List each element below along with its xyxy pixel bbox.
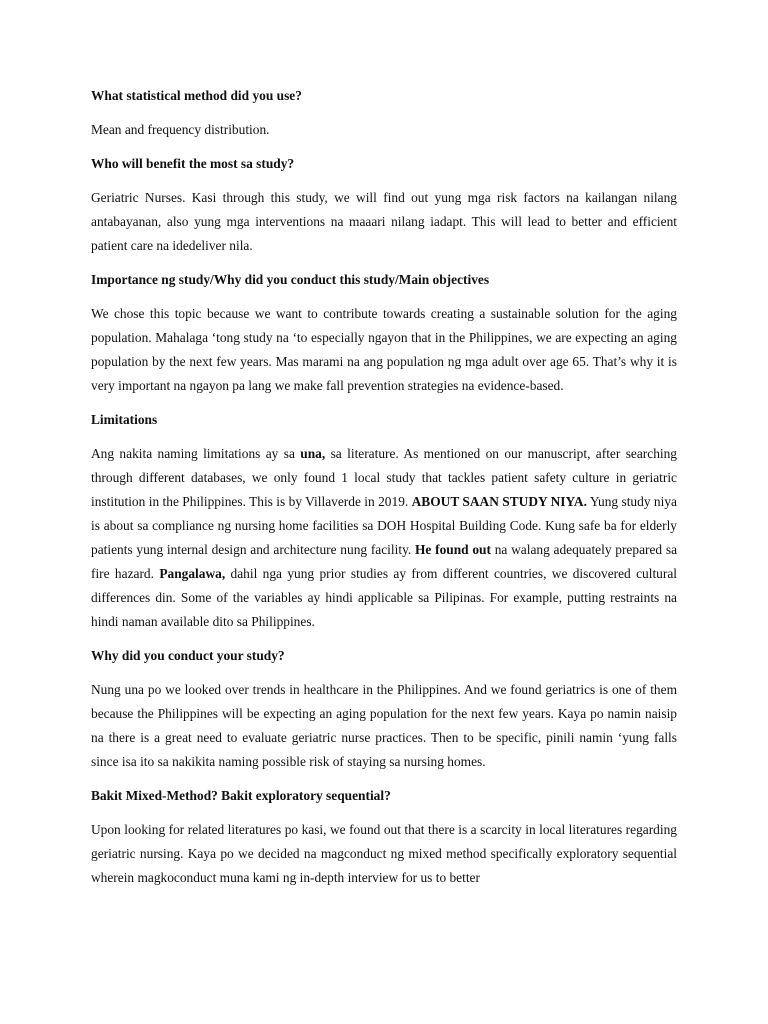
answer-paragraph: Geriatric Nurses. Kasi through this study, we will find out yung mga risk factors na kailangan nilang antabayanan, also yung mga interventions na maaari nilang iadapt. This will lead to better and efficient patient care na idedeliver nila. bbox=[91, 190, 677, 253]
bold-run: ABOUT SAAN STUDY NIYA. bbox=[411, 494, 587, 509]
answer-paragraph: Upon looking for related literatures po kasi, we found out that there is a scarcity in local literatures regarding geriatric nursing. Kaya po we decided na magconduct ng mixed method specifically exploratory sequential wherein magkoconduct muna kami ng in-depth interview for us to better bbox=[91, 822, 677, 885]
question-heading: Why did you conduct your study? bbox=[91, 648, 285, 663]
question-heading: Limitations bbox=[91, 412, 158, 427]
question-heading: Who will benefit the most sa study? bbox=[91, 156, 295, 171]
text-run: dahil nga yung prior studies ay from different countries, we discovered cultural differences din. Some of the variables ay hindi applicable sa Pilipinas. For example, putting restraints na hindi naman available dito sa Philippines. bbox=[91, 566, 677, 629]
answer-paragraph: Mean and frequency distribution. bbox=[91, 122, 270, 137]
answer-paragraph: We chose this topic because we want to contribute towards creating a sustainable solution for the aging population. Mahalaga ‘tong study na ‘to especially ngayon that in the Philippines, we are expecting an aging population by the next few years. Mas marami na ang population ng mga adult over age 65. That’s why it is very important na ngayon pa lang we make fall prevention strategies na evidence-based. bbox=[91, 306, 677, 393]
question-heading: Bakit Mixed-Method? Bakit exploratory sequential? bbox=[91, 788, 391, 803]
bold-run: Pangalawa, bbox=[159, 566, 226, 581]
answer-paragraph bbox=[91, 442, 677, 634]
text-run: Yung study niya is about sa compliance ng nursing home facilities sa DOH Hospital Building Code. Kung safe ba for elderly patients yung internal design and architecture nung facility. bbox=[91, 494, 677, 557]
document-page bbox=[91, 84, 677, 900]
text-run: na walang adequately prepared sa fire hazard. bbox=[91, 542, 678, 581]
bold-run: una, bbox=[300, 446, 326, 461]
text-run: Ang nakita naming limitations ay sa bbox=[91, 446, 301, 461]
question-heading: Importance ng study/Why did you conduct this study/Main objectives bbox=[91, 272, 490, 287]
answer-paragraph: Nung una po we looked over trends in healthcare in the Philippines. And we found geriatrics is one of them because the Philippines will be expecting an aging population for the next few years. Kaya po namin naisip na there is a great need to evaluate geriatric nurse practices. Then to be specific, pinili namin ‘yung falls since isa ito sa nakikita naming possible risk of staying sa nursing homes. bbox=[91, 682, 677, 769]
question-heading: What statistical method did you use? bbox=[91, 88, 302, 103]
text-run: sa literature. As mentioned on our manuscript, after searching through different databases, we only found 1 local study that tackles patient safety culture in geriatric institution in the Philippines. This is by Villaverde in 2019. bbox=[91, 446, 678, 509]
bold-run: He found out bbox=[415, 542, 491, 557]
